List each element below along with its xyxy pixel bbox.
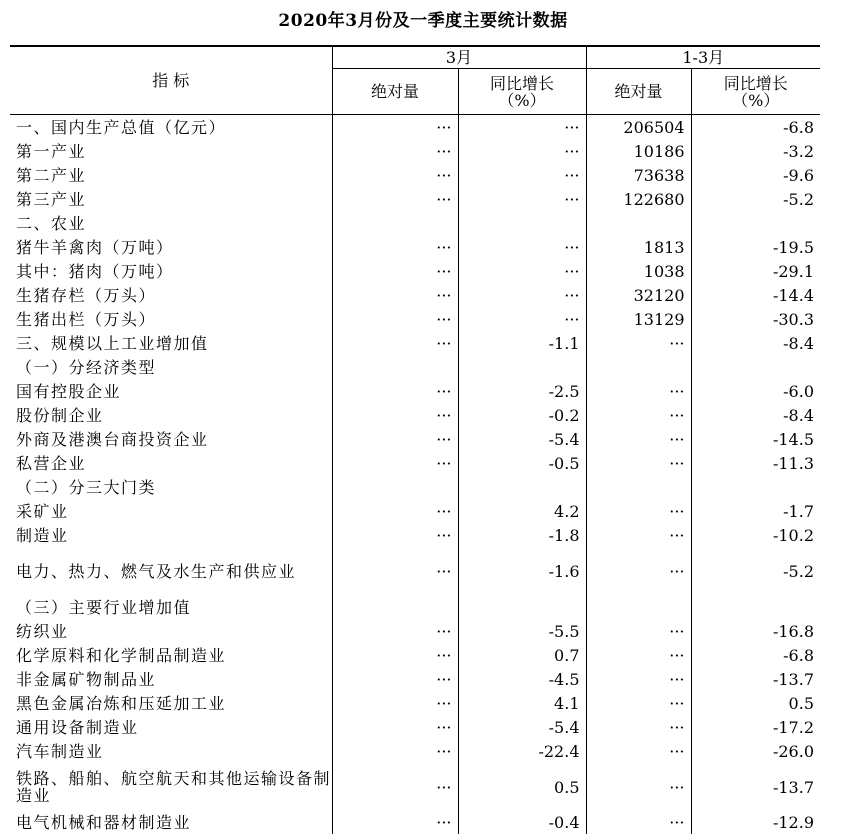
cell-q-abs: ··· bbox=[586, 451, 691, 475]
row-label: （一）分经济类型 bbox=[10, 355, 332, 379]
cell-m-abs: ··· bbox=[332, 811, 458, 834]
march-yoy-header bbox=[458, 69, 586, 115]
cell-m-yoy: -0.4 bbox=[458, 811, 586, 834]
cell-m-yoy: -0.5 bbox=[458, 451, 586, 475]
row-label: 生猪存栏（万头） bbox=[10, 283, 332, 307]
cell-m-abs: ··· bbox=[332, 115, 458, 140]
table-row bbox=[10, 499, 820, 523]
table-row bbox=[10, 451, 820, 475]
row-label: （二）分三大门类 bbox=[10, 475, 332, 499]
cell-q-yoy bbox=[691, 211, 820, 235]
table-row bbox=[10, 643, 820, 667]
page-title: 2020年3月份及一季度主要统计数据 bbox=[0, 6, 846, 31]
cell-q-abs: ··· bbox=[586, 331, 691, 355]
table-row bbox=[10, 211, 820, 235]
row-label: 股份制企业 bbox=[10, 403, 332, 427]
indicator-header: 指 标 bbox=[10, 46, 332, 115]
cell-m-yoy bbox=[458, 595, 586, 619]
table-row bbox=[10, 691, 820, 715]
table-row bbox=[10, 163, 820, 187]
cell-m-yoy: -5.4 bbox=[458, 427, 586, 451]
cell-q-abs: ··· bbox=[586, 811, 691, 834]
table-row bbox=[10, 763, 820, 811]
row-label: 外商及港澳台商投资企业 bbox=[10, 427, 332, 451]
cell-q-yoy: -14.4 bbox=[691, 283, 820, 307]
table-row bbox=[10, 259, 820, 283]
march-yoy-header-text bbox=[490, 75, 554, 109]
cell-q-yoy: -11.3 bbox=[691, 451, 820, 475]
cell-m-yoy: 4.2 bbox=[458, 499, 586, 523]
row-label: 化学原料和化学制品制造业 bbox=[10, 643, 332, 667]
cell-m-yoy: ··· bbox=[458, 115, 586, 140]
cell-m-abs: ··· bbox=[332, 379, 458, 403]
cell-q-yoy: -6.0 bbox=[691, 379, 820, 403]
cell-q-abs: ··· bbox=[586, 715, 691, 739]
table-row bbox=[10, 115, 820, 140]
table-body bbox=[10, 115, 820, 834]
yoy-line2: （%） bbox=[498, 91, 545, 110]
cell-m-abs: ··· bbox=[332, 739, 458, 763]
cell-m-abs: ··· bbox=[332, 499, 458, 523]
cell-q-abs: 206504 bbox=[586, 115, 691, 140]
cell-m-abs: ··· bbox=[332, 187, 458, 211]
cell-m-abs: ··· bbox=[332, 547, 458, 595]
row-label: 其中：猪肉（万吨） bbox=[10, 259, 332, 283]
cell-m-abs: ··· bbox=[332, 643, 458, 667]
cell-m-yoy: -1.8 bbox=[458, 523, 586, 547]
march-header: 3月 bbox=[332, 46, 586, 69]
cell-q-yoy: -29.1 bbox=[691, 259, 820, 283]
yoy-line1: 同比增长 bbox=[490, 74, 554, 93]
cell-m-abs: ··· bbox=[332, 523, 458, 547]
table-row bbox=[10, 739, 820, 763]
table-row bbox=[10, 379, 820, 403]
cell-m-yoy: -4.5 bbox=[458, 667, 586, 691]
table-row bbox=[10, 187, 820, 211]
cell-m-abs: ··· bbox=[332, 139, 458, 163]
table-row bbox=[10, 139, 820, 163]
table-row bbox=[10, 619, 820, 643]
cell-m-abs bbox=[332, 211, 458, 235]
row-label: 猪牛羊禽肉（万吨） bbox=[10, 235, 332, 259]
row-label: 三、规模以上工业增加值 bbox=[10, 331, 332, 355]
table-row bbox=[10, 355, 820, 379]
cell-q-yoy: -16.8 bbox=[691, 619, 820, 643]
cell-m-yoy: ··· bbox=[458, 139, 586, 163]
cell-q-yoy: -6.8 bbox=[691, 643, 820, 667]
row-label: （三）主要行业增加值 bbox=[10, 595, 332, 619]
cell-q-abs: ··· bbox=[586, 643, 691, 667]
cell-m-abs bbox=[332, 355, 458, 379]
row-label: 私营企业 bbox=[10, 451, 332, 475]
cell-m-yoy: ··· bbox=[458, 163, 586, 187]
row-label: 采矿业 bbox=[10, 499, 332, 523]
q1-yoy-header bbox=[691, 69, 820, 115]
table-row bbox=[10, 331, 820, 355]
cell-q-yoy: -5.2 bbox=[691, 187, 820, 211]
cell-q-yoy: -3.2 bbox=[691, 139, 820, 163]
cell-m-abs: ··· bbox=[332, 331, 458, 355]
cell-q-yoy bbox=[691, 355, 820, 379]
row-label: 汽车制造业 bbox=[10, 739, 332, 763]
q1-yoy-header-text bbox=[724, 75, 788, 109]
cell-m-abs: ··· bbox=[332, 763, 458, 811]
cell-q-abs: ··· bbox=[586, 691, 691, 715]
table-row bbox=[10, 523, 820, 547]
yoy-line2: （%） bbox=[732, 91, 779, 110]
cell-q-abs: 1038 bbox=[586, 259, 691, 283]
cell-m-yoy bbox=[458, 475, 586, 499]
cell-q-abs bbox=[586, 595, 691, 619]
cell-q-abs: ··· bbox=[586, 763, 691, 811]
row-label: 第二产业 bbox=[10, 163, 332, 187]
cell-q-yoy: -8.4 bbox=[691, 331, 820, 355]
cell-q-abs: ··· bbox=[586, 427, 691, 451]
cell-q-abs bbox=[586, 355, 691, 379]
cell-m-yoy: -5.4 bbox=[458, 715, 586, 739]
table-row bbox=[10, 715, 820, 739]
table-row bbox=[10, 235, 820, 259]
cell-q-yoy bbox=[691, 595, 820, 619]
cell-q-yoy: -26.0 bbox=[691, 739, 820, 763]
cell-m-abs: ··· bbox=[332, 403, 458, 427]
cell-m-yoy: -1.6 bbox=[458, 547, 586, 595]
q1-header: 1-3月 bbox=[586, 46, 820, 69]
table-row bbox=[10, 427, 820, 451]
cell-m-yoy: ··· bbox=[458, 235, 586, 259]
cell-q-yoy: -13.7 bbox=[691, 763, 820, 811]
cell-q-abs: 10186 bbox=[586, 139, 691, 163]
cell-q-abs: ··· bbox=[586, 523, 691, 547]
row-label: 通用设备制造业 bbox=[10, 715, 332, 739]
cell-m-abs: ··· bbox=[332, 715, 458, 739]
cell-q-abs: ··· bbox=[586, 739, 691, 763]
cell-m-yoy: ··· bbox=[458, 259, 586, 283]
cell-q-abs: 73638 bbox=[586, 163, 691, 187]
row-label: 制造业 bbox=[10, 523, 332, 547]
row-label: 生猪出栏（万头） bbox=[10, 307, 332, 331]
cell-q-abs bbox=[586, 475, 691, 499]
cell-m-abs: ··· bbox=[332, 451, 458, 475]
cell-m-abs: ··· bbox=[332, 259, 458, 283]
row-label: 一、国内生产总值（亿元） bbox=[10, 115, 332, 140]
cell-m-abs: ··· bbox=[332, 163, 458, 187]
cell-m-abs bbox=[332, 475, 458, 499]
cell-m-abs: ··· bbox=[332, 667, 458, 691]
cell-q-yoy: -5.2 bbox=[691, 547, 820, 595]
cell-q-abs: ··· bbox=[586, 379, 691, 403]
cell-q-abs: 32120 bbox=[586, 283, 691, 307]
q1-abs-header: 绝对量 bbox=[586, 69, 691, 115]
row-label: 黑色金属冶炼和压延加工业 bbox=[10, 691, 332, 715]
cell-m-yoy: -2.5 bbox=[458, 379, 586, 403]
cell-m-yoy: 4.1 bbox=[458, 691, 586, 715]
cell-m-yoy: ··· bbox=[458, 283, 586, 307]
cell-q-yoy: -17.2 bbox=[691, 715, 820, 739]
cell-q-yoy: -8.4 bbox=[691, 403, 820, 427]
cell-q-yoy: -14.5 bbox=[691, 427, 820, 451]
table-row bbox=[10, 595, 820, 619]
cell-q-yoy bbox=[691, 475, 820, 499]
cell-m-yoy: -5.5 bbox=[458, 619, 586, 643]
row-label: 国有控股企业 bbox=[10, 379, 332, 403]
cell-q-yoy: -1.7 bbox=[691, 499, 820, 523]
march-abs-header: 绝对量 bbox=[332, 69, 458, 115]
yoy-line1: 同比增长 bbox=[724, 74, 788, 93]
cell-q-abs: ··· bbox=[586, 403, 691, 427]
cell-q-yoy: -10.2 bbox=[691, 523, 820, 547]
cell-m-abs: ··· bbox=[332, 283, 458, 307]
cell-m-yoy: -0.2 bbox=[458, 403, 586, 427]
cell-q-yoy: -19.5 bbox=[691, 235, 820, 259]
row-label: 电气机械和器材制造业 bbox=[10, 811, 332, 834]
cell-q-yoy: -6.8 bbox=[691, 115, 820, 140]
cell-m-abs bbox=[332, 595, 458, 619]
table-row bbox=[10, 307, 820, 331]
cell-m-yoy: -1.1 bbox=[458, 331, 586, 355]
cell-q-yoy: 0.5 bbox=[691, 691, 820, 715]
cell-q-abs: 13129 bbox=[586, 307, 691, 331]
row-label: 非金属矿物制品业 bbox=[10, 667, 332, 691]
table-row bbox=[10, 811, 820, 834]
table-row bbox=[10, 667, 820, 691]
cell-q-yoy: -9.6 bbox=[691, 163, 820, 187]
cell-m-yoy bbox=[458, 211, 586, 235]
cell-q-yoy: -30.3 bbox=[691, 307, 820, 331]
table-header bbox=[10, 46, 820, 115]
row-label: 第三产业 bbox=[10, 187, 332, 211]
cell-q-abs: 122680 bbox=[586, 187, 691, 211]
cell-q-abs bbox=[586, 211, 691, 235]
cell-q-abs: ··· bbox=[586, 547, 691, 595]
table-row bbox=[10, 283, 820, 307]
cell-q-abs: 1813 bbox=[586, 235, 691, 259]
cell-m-yoy: ··· bbox=[458, 307, 586, 331]
row-label: 第一产业 bbox=[10, 139, 332, 163]
cell-q-abs: ··· bbox=[586, 667, 691, 691]
row-label: 电力、热力、燃气及水生产和供应业 bbox=[10, 547, 332, 595]
cell-m-abs: ··· bbox=[332, 235, 458, 259]
cell-q-abs: ··· bbox=[586, 499, 691, 523]
table-row bbox=[10, 475, 820, 499]
table-row bbox=[10, 547, 820, 595]
table-row bbox=[10, 403, 820, 427]
row-label: 纺织业 bbox=[10, 619, 332, 643]
cell-m-yoy bbox=[458, 355, 586, 379]
cell-q-abs: ··· bbox=[586, 619, 691, 643]
cell-m-yoy: ··· bbox=[458, 187, 586, 211]
cell-m-abs: ··· bbox=[332, 307, 458, 331]
cell-m-yoy: -22.4 bbox=[458, 739, 586, 763]
cell-q-yoy: -12.9 bbox=[691, 811, 820, 834]
statistics-table bbox=[10, 45, 820, 834]
cell-q-yoy: -13.7 bbox=[691, 667, 820, 691]
row-label: 二、农业 bbox=[10, 211, 332, 235]
row-label: 铁路、船舶、航空航天和其他运输设备制造业 bbox=[10, 763, 332, 811]
cell-m-abs: ··· bbox=[332, 427, 458, 451]
cell-m-yoy: 0.7 bbox=[458, 643, 586, 667]
cell-m-abs: ··· bbox=[332, 619, 458, 643]
cell-m-yoy: 0.5 bbox=[458, 763, 586, 811]
cell-m-abs: ··· bbox=[332, 691, 458, 715]
